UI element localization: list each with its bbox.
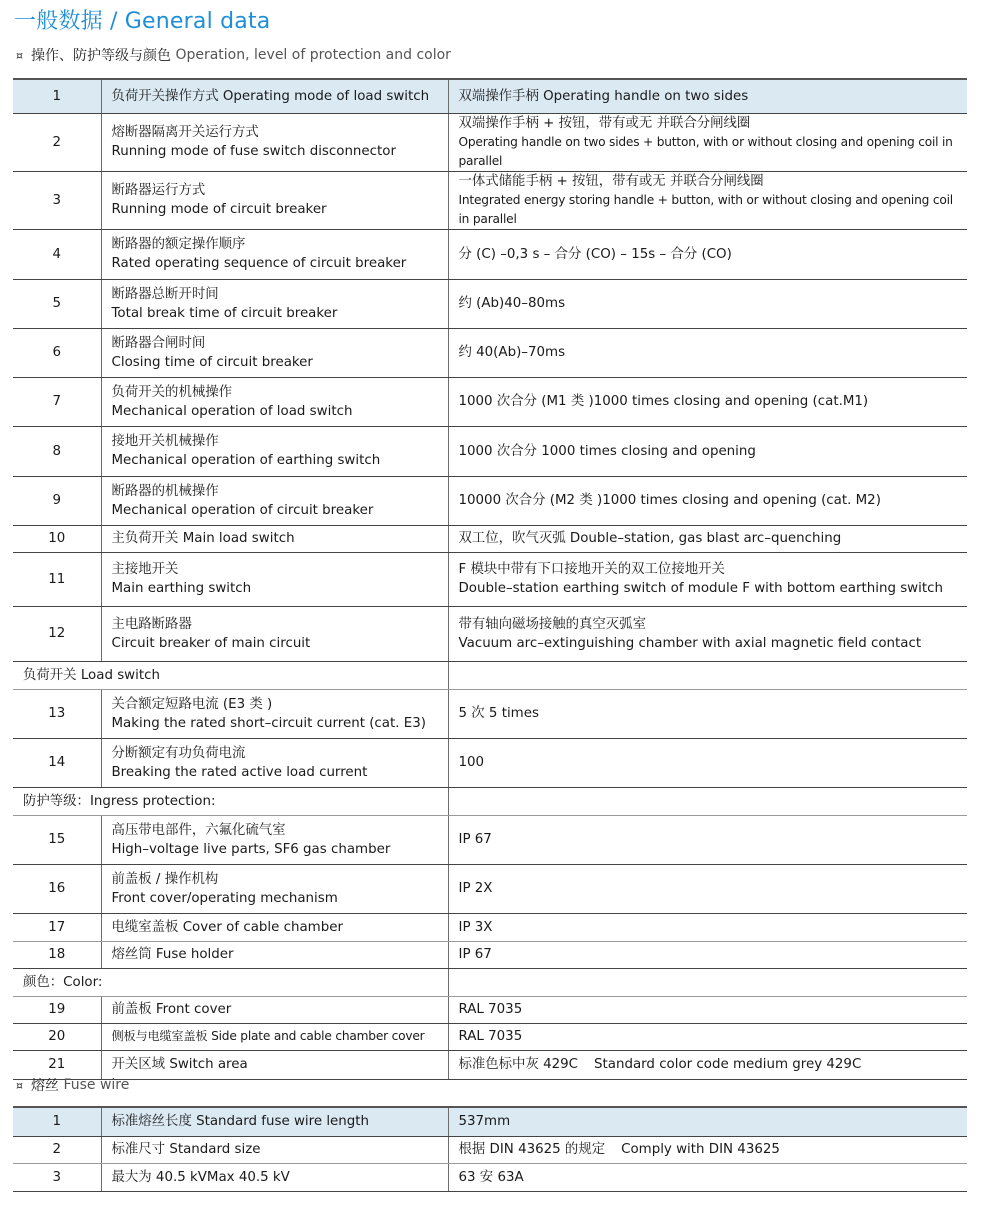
row-number: 18 bbox=[13, 941, 101, 968]
group-empty-cell bbox=[448, 787, 967, 815]
group-label: 负荷开关 Load switch bbox=[13, 661, 448, 689]
parameter-en: Rated operating sequence of circuit breaker bbox=[111, 256, 407, 271]
parameter-zh: 主接地开关 bbox=[111, 562, 179, 577]
parameter-cell: 标准熔丝长度 Standard fuse wire length bbox=[101, 1107, 448, 1136]
page-title: 一般数据 / General data bbox=[14, 9, 271, 34]
value-cell: 1000 次合分 (M1 类 )1000 times closing and opening (cat.M1) bbox=[448, 377, 967, 426]
parameter-cell: 开关区域 Switch area bbox=[101, 1050, 448, 1079]
parameter-cell: 主负荷开关 Main load switch bbox=[101, 525, 448, 552]
parameter-cell bbox=[101, 328, 448, 377]
parameter-cell: 侧板与电缆室盖板 Side plate and cable chamber cover bbox=[101, 1023, 448, 1050]
table-row bbox=[13, 79, 967, 113]
parameter-cell bbox=[101, 738, 448, 787]
parameter-zh: 负荷开关的机械操作 bbox=[111, 384, 233, 400]
value-en: Integrated energy storing handle + button, with or without closing and opening coil in parallel bbox=[458, 192, 953, 226]
row-number: 1 bbox=[13, 79, 101, 113]
value-cell: RAL 7035 bbox=[448, 996, 967, 1023]
value-cell: IP 3X bbox=[448, 913, 967, 941]
row-number: 20 bbox=[13, 1023, 101, 1050]
section-heading-en: Operation, level of protection and color bbox=[175, 47, 451, 63]
parameter-zh: 关合额定短路电流 (E3 类 ) bbox=[111, 696, 273, 712]
group-empty-cell bbox=[448, 968, 967, 996]
value-zh: 双端操作手柄 + 按钮，带有或无 并联合分闸线圈 bbox=[458, 115, 751, 131]
parameter-zh: 主电路断路器 bbox=[111, 616, 192, 632]
parameter-en: Making the rated short–circuit current (cat. E3) bbox=[111, 715, 426, 731]
section-heading-zh: 熔丝 bbox=[31, 1078, 59, 1094]
table-row bbox=[13, 426, 967, 476]
table-row bbox=[13, 525, 967, 552]
parameter-cell bbox=[101, 864, 448, 913]
parameter-en: Mechanical operation of circuit breaker bbox=[111, 502, 374, 518]
parameter-zh: 断路器的额定操作顺序 bbox=[111, 237, 246, 252]
row-number: 21 bbox=[13, 1050, 101, 1079]
row-number: 4 bbox=[13, 229, 101, 279]
parameter-cell: 最大为 40.5 kVMax 40.5 kV bbox=[101, 1163, 448, 1191]
parameter-cell: 负荷开关操作方式 Operating mode of load switch bbox=[101, 79, 448, 113]
row-number: 13 bbox=[13, 689, 101, 738]
value-cell bbox=[448, 1136, 967, 1163]
table-row bbox=[13, 815, 967, 864]
row-number: 14 bbox=[13, 738, 101, 787]
table-row bbox=[13, 941, 967, 968]
row-number: 2 bbox=[13, 113, 101, 171]
row-number: 5 bbox=[13, 279, 101, 328]
table-row bbox=[13, 1050, 967, 1079]
parameter-cell bbox=[101, 229, 448, 279]
value-cell bbox=[448, 552, 967, 606]
parameter-cell bbox=[101, 815, 448, 864]
parameter-zh: 高压带电部件，六氟化硫气室 bbox=[111, 822, 286, 838]
value-zh: 一体式储能手柄 + 按钮，带有或无 并联合分闸线圈 bbox=[458, 173, 764, 189]
parameter-en: Running mode of fuse switch disconnector bbox=[111, 144, 396, 159]
value-cell: 537mm bbox=[448, 1107, 967, 1136]
table-row bbox=[13, 738, 967, 787]
row-number: 10 bbox=[13, 525, 101, 552]
group-label: 颜色：Color: bbox=[13, 968, 448, 996]
group-empty-cell bbox=[448, 661, 967, 689]
group-header-row bbox=[13, 661, 967, 689]
table-row bbox=[13, 1023, 967, 1050]
table-row bbox=[13, 552, 967, 606]
parameter-zh: 断路器的机械操作 bbox=[111, 483, 219, 499]
table-row bbox=[13, 689, 967, 738]
value-cell: 约 (Ab)40–80ms bbox=[448, 279, 967, 328]
table-row bbox=[13, 1136, 967, 1163]
value-cell: IP 67 bbox=[448, 941, 967, 968]
section-heading-fuse-wire bbox=[16, 1075, 129, 1095]
row-number: 1 bbox=[13, 1107, 101, 1136]
parameter-en: Front cover/operating mechanism bbox=[111, 890, 338, 906]
row-number: 9 bbox=[13, 476, 101, 525]
group-header-row bbox=[13, 968, 967, 996]
table-row bbox=[13, 279, 967, 328]
value-cell: 10000 次合分 (M2 类 )1000 times closing and opening (cat. M2) bbox=[448, 476, 967, 525]
value-cell: 100 bbox=[448, 738, 967, 787]
parameter-cell bbox=[101, 377, 448, 426]
row-number: 11 bbox=[13, 552, 101, 606]
value-cell: 1000 次合分 1000 times closing and opening bbox=[448, 426, 967, 476]
general-data-table bbox=[13, 78, 967, 1080]
table-row bbox=[13, 913, 967, 941]
parameter-zh: 接地开关机械操作 bbox=[111, 434, 219, 449]
row-number: 8 bbox=[13, 426, 101, 476]
value-cell bbox=[448, 171, 967, 229]
fuse-wire-table bbox=[13, 1106, 967, 1192]
parameter-en: Running mode of circuit breaker bbox=[111, 202, 327, 217]
value-cell: 5 次 5 times bbox=[448, 689, 967, 738]
parameter-cell bbox=[101, 171, 448, 229]
value-zh: 标准色标中灰 429C bbox=[458, 1057, 579, 1072]
parameter-en: Mechanical operation of earthing switch bbox=[111, 453, 381, 468]
table-row bbox=[13, 1163, 967, 1191]
parameter-en: Main earthing switch bbox=[111, 581, 252, 596]
parameter-zh: 断路器总断开时间 bbox=[111, 286, 219, 302]
table-row bbox=[13, 606, 967, 661]
value-cell: IP 67 bbox=[448, 815, 967, 864]
value-zh: 带有轴向磁场接触的真空灭弧室 bbox=[458, 616, 646, 632]
parameter-en: Breaking the rated active load current bbox=[111, 764, 368, 780]
parameter-zh: 分断额定有功负荷电流 bbox=[111, 745, 246, 761]
row-number: 6 bbox=[13, 328, 101, 377]
parameter-en: Mechanical operation of load switch bbox=[111, 403, 353, 419]
parameter-cell bbox=[101, 113, 448, 171]
value-en: Standard color code medium grey 429C bbox=[594, 1057, 862, 1072]
parameter-cell bbox=[101, 279, 448, 328]
row-number: 16 bbox=[13, 864, 101, 913]
row-number: 19 bbox=[13, 996, 101, 1023]
parameter-cell bbox=[101, 689, 448, 738]
value-zh: F 模块中带有下口接地开关的双工位接地开关 bbox=[458, 562, 725, 577]
parameter-cell: 电缆室盖板 Cover of cable chamber bbox=[101, 913, 448, 941]
value-en: Double–station earthing switch of module F with bottom earthing switch bbox=[458, 581, 943, 596]
section-heading-zh: 操作、防护等级与颜色 bbox=[31, 48, 171, 64]
parameter-cell: 标准尺寸 Standard size bbox=[101, 1136, 448, 1163]
value-cell bbox=[448, 606, 967, 661]
table-row bbox=[13, 864, 967, 913]
parameter-cell: 熔丝筒 Fuse holder bbox=[101, 941, 448, 968]
table-row bbox=[13, 377, 967, 426]
table-row bbox=[13, 328, 967, 377]
parameter-en: Total break time of circuit breaker bbox=[111, 305, 338, 321]
value-en: Operating handle on two sides + button, with or without closing and opening coil in parallel bbox=[458, 134, 953, 168]
row-number: 17 bbox=[13, 913, 101, 941]
parameter-cell bbox=[101, 476, 448, 525]
value-cell: 分 (C) –0,3 s – 合分 (CO) – 15s – 合分 (CO) bbox=[448, 229, 967, 279]
value-cell: 双端操作手柄 Operating handle on two sides bbox=[448, 79, 967, 113]
table-row bbox=[13, 113, 967, 171]
row-number: 3 bbox=[13, 1163, 101, 1191]
value-cell: RAL 7035 bbox=[448, 1023, 967, 1050]
table-row bbox=[13, 996, 967, 1023]
parameter-en: Closing time of circuit breaker bbox=[111, 354, 313, 370]
row-number: 7 bbox=[13, 377, 101, 426]
parameter-cell: 前盖板 Front cover bbox=[101, 996, 448, 1023]
value-cell: 约 40(Ab)–70ms bbox=[448, 328, 967, 377]
value-en: Comply with DIN 43625 bbox=[621, 1142, 780, 1157]
group-header-row bbox=[13, 787, 967, 815]
parameter-en: High–voltage live parts, SF6 gas chamber bbox=[111, 841, 391, 857]
parameter-en: Circuit breaker of main circuit bbox=[111, 635, 311, 651]
value-cell bbox=[448, 113, 967, 171]
row-number: 12 bbox=[13, 606, 101, 661]
section-heading-operation bbox=[16, 45, 451, 65]
parameter-cell bbox=[101, 426, 448, 476]
row-number: 2 bbox=[13, 1136, 101, 1163]
table-row bbox=[13, 229, 967, 279]
value-cell: 63 安 63A bbox=[448, 1163, 967, 1191]
parameter-zh: 断路器运行方式 bbox=[111, 183, 206, 198]
row-number: 15 bbox=[13, 815, 101, 864]
parameter-zh: 前盖板 / 操作机构 bbox=[111, 871, 219, 887]
value-zh: 根据 DIN 43625 的规定 bbox=[458, 1142, 606, 1157]
value-cell bbox=[448, 1050, 967, 1079]
bullet-icon: ¤ bbox=[16, 48, 23, 62]
value-cell: 双工位，吹气灭弧 Double–station, gas blast arc–quenching bbox=[448, 525, 967, 552]
table-row bbox=[13, 171, 967, 229]
parameter-cell bbox=[101, 552, 448, 606]
table-row bbox=[13, 476, 967, 525]
table-row bbox=[13, 1107, 967, 1136]
group-label: 防护等级：Ingress protection: bbox=[13, 787, 448, 815]
row-number: 3 bbox=[13, 171, 101, 229]
parameter-cell bbox=[101, 606, 448, 661]
parameter-zh: 熔断器隔离开关运行方式 bbox=[111, 125, 259, 140]
parameter-zh: 断路器合闸时间 bbox=[111, 335, 206, 351]
section-heading-en: Fuse wire bbox=[63, 1077, 130, 1093]
bullet-icon: ¤ bbox=[16, 1078, 23, 1092]
value-cell: IP 2X bbox=[448, 864, 967, 913]
value-en: Vacuum arc–extinguishing chamber with axial magnetic field contact bbox=[458, 635, 922, 651]
